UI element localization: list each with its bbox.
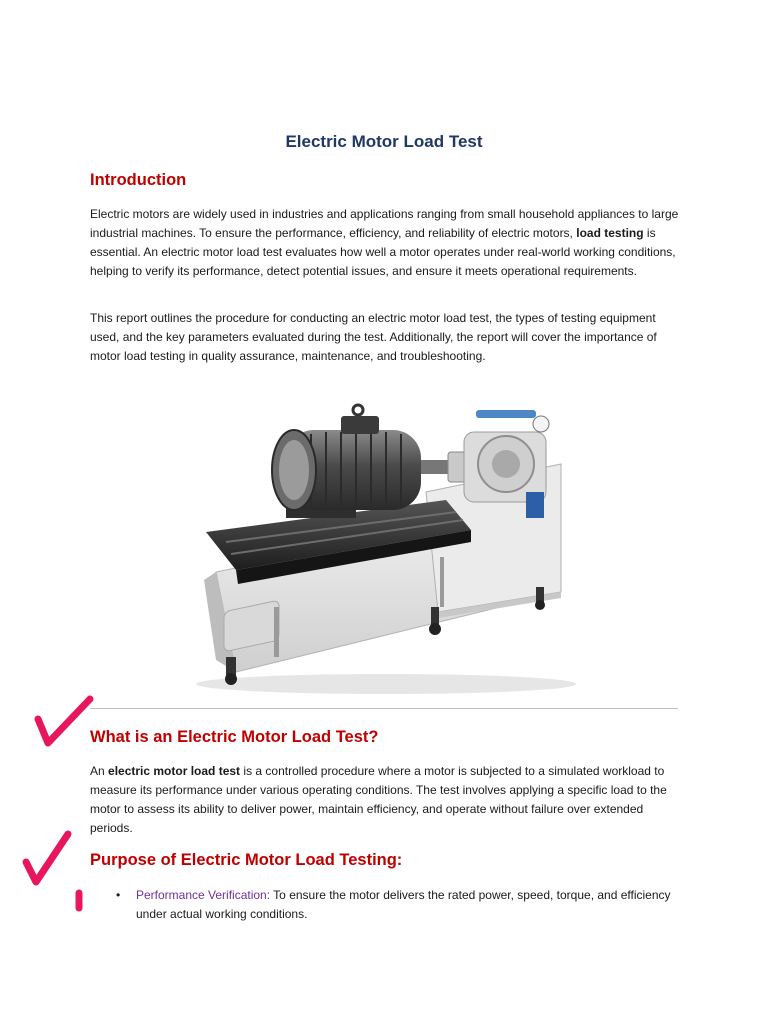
intro-paragraph-2: This report outlines the procedure for conducting an electric motor load test, the types of testing equipment used, and the key parameters evaluated during the test. Additionally, the report will cover the importance of motor load testing in quality assurance, maintenance, and troubleshooting. xyxy=(90,311,657,363)
checkmark-annotation-icon xyxy=(30,695,96,755)
document-title: Electric Motor Load Test xyxy=(285,132,483,151)
intro-heading: Introduction xyxy=(90,171,187,189)
intro-paragraph-1 xyxy=(90,205,682,281)
intro-p1-text-c: is essential. An electric motor load test evaluates how well a motor operates under real-world working conditions, helping to verify its performance, detect potential issues, and ensure it meets operational requirements. xyxy=(90,226,676,278)
intro-p1-bold: load testing xyxy=(576,226,644,240)
what-paragraph xyxy=(90,762,682,838)
what-heading: What is an Electric Motor Load Test? xyxy=(90,728,379,746)
pen-mark-annotation-icon xyxy=(72,888,86,914)
purpose-description: To ensure the motor delivers the rated power, speed, torque, and efficiency under actual working conditions. xyxy=(136,888,671,921)
purpose-term: Performance Verification: xyxy=(136,888,271,902)
motor-test-bench-image xyxy=(176,402,588,698)
section-divider xyxy=(90,708,678,709)
what-text-c: is a controlled procedure where a motor is subjected to a simulated workload to measure its performance under various operating conditions. The test involves applying a specific load to the motor to assess its ability to deliver power, maintain efficiency, and operate without failure over extended periods. xyxy=(90,764,667,835)
checkmark-annotation-icon xyxy=(18,828,74,890)
what-text-a: An xyxy=(90,764,109,778)
bullet-icon: • xyxy=(116,888,121,902)
intro-p1-text-a: Electric motors are widely used in industries and applications ranging from small household appliances to large industrial machines. To ensure the performance, efficiency, and reliability of electric motors, xyxy=(90,207,679,240)
purpose-heading: Purpose of Electric Motor Load Testing: xyxy=(90,851,403,869)
list-item xyxy=(114,886,674,924)
purpose-list xyxy=(114,886,674,924)
what-bold: electric motor load test xyxy=(108,764,241,778)
